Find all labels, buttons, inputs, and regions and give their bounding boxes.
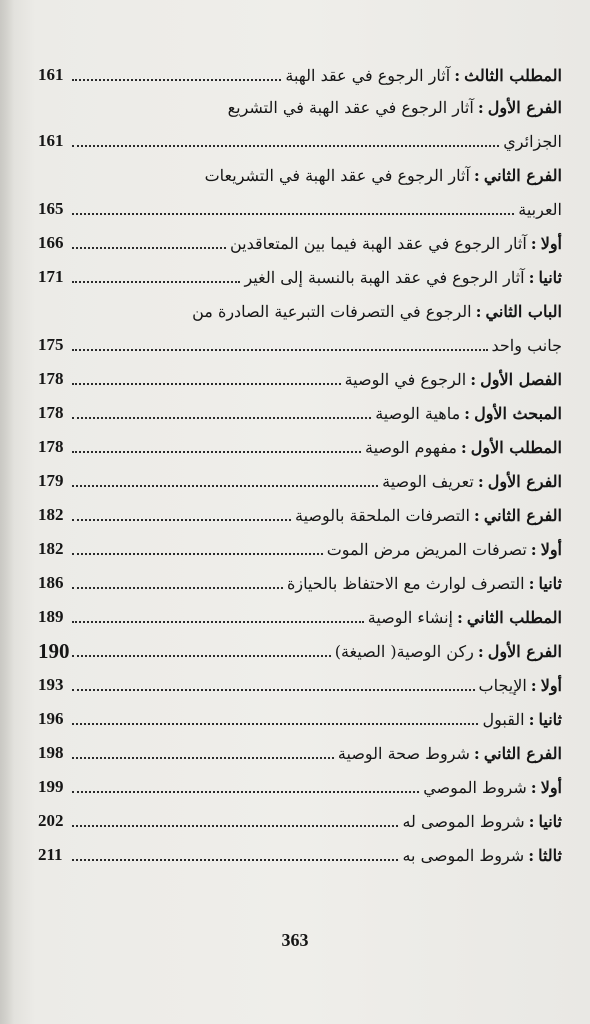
toc-entry — [38, 736, 562, 770]
toc-entry-title: آثار الرجوع في عقد الهبة في التشريعات — [204, 165, 470, 185]
toc-entry-label: الفرع الأول — [487, 97, 562, 117]
toc-separator: : — [477, 97, 484, 117]
toc-line — [38, 770, 562, 804]
leader-dots — [72, 815, 398, 827]
toc-line — [38, 702, 562, 736]
toc-page-number: 182 — [38, 505, 64, 524]
toc-separator: : — [528, 573, 535, 593]
toc-page-number: 189 — [38, 607, 64, 626]
toc-separator: : — [530, 233, 537, 253]
toc-page-number: 161 — [38, 65, 64, 84]
toc-page-number: 178 — [38, 437, 64, 456]
toc-entry-label: المطلب الأول — [470, 437, 562, 457]
toc-entry-label: أولا — [540, 777, 562, 797]
toc-entry — [38, 60, 562, 90]
toc-entry-label: الفرع الأول — [487, 641, 562, 661]
toc-entry-title: التصرف لوارث مع الاحتفاظ بالحيازة — [286, 573, 525, 593]
leader-dots — [72, 611, 364, 623]
toc-entry-label: المطلب الثالث — [464, 65, 562, 85]
toc-page-number: 178 — [38, 403, 64, 422]
toc-entry-title: تصرفات المريض مرض الموت — [326, 539, 527, 559]
leader-dots — [72, 237, 226, 249]
toc-entry-title-continuation: الجزائري — [503, 131, 562, 151]
toc-separator: : — [530, 675, 537, 695]
toc-entry-title: تعريف الوصية — [382, 471, 474, 491]
toc-entry — [38, 430, 562, 464]
toc-page-number: 211 — [38, 845, 63, 864]
toc-separator: : — [470, 369, 477, 389]
toc-page-number: 190 — [38, 638, 70, 663]
toc-entry — [38, 804, 562, 838]
toc-continuation-line — [38, 328, 562, 362]
toc-entry — [38, 532, 562, 566]
toc-line — [38, 362, 562, 396]
toc-entry — [38, 600, 562, 634]
toc-entry-label: أولا — [540, 675, 562, 695]
toc-entry-title: آثار الرجوع في عقد الهبة — [285, 65, 451, 85]
page-gutter-shadow — [0, 0, 14, 1024]
toc-line — [38, 60, 562, 90]
toc-entry — [38, 294, 562, 362]
toc-page-number: 182 — [38, 539, 64, 558]
leader-dots — [72, 577, 283, 589]
toc-line — [38, 804, 562, 838]
toc-line — [38, 600, 562, 634]
toc-entry-title: ركن الوصية( الصيغة) — [334, 641, 474, 661]
toc-entry-title: القبول — [482, 709, 525, 729]
toc-entry-title: آثار الرجوع في عقد الهبة بالنسبة إلى الغير — [244, 267, 525, 287]
toc-separator: : — [473, 165, 480, 185]
table-of-contents — [38, 60, 562, 872]
toc-separator: : — [530, 539, 537, 559]
toc-page-number: 161 — [38, 131, 64, 150]
toc-entry-label: المطلب الثاني — [466, 607, 562, 627]
leader-dots — [72, 373, 341, 385]
toc-page-number: 178 — [38, 369, 64, 388]
toc-entry-label: الفرع الثاني — [483, 505, 562, 525]
toc-entry — [38, 464, 562, 498]
toc-separator: : — [530, 777, 537, 797]
toc-line — [38, 430, 562, 464]
toc-entry-title: مفهوم الوصية — [365, 437, 457, 457]
toc-entry — [38, 770, 562, 804]
toc-line — [38, 158, 562, 192]
toc-entry-title: الإيجاب — [478, 675, 527, 695]
toc-line — [38, 226, 562, 260]
toc-page-number: 171 — [38, 267, 64, 286]
toc-page-number: 186 — [38, 573, 64, 592]
toc-separator: : — [457, 607, 463, 627]
toc-entry-label: ثالثا — [538, 845, 562, 865]
toc-line — [38, 532, 562, 566]
toc-separator: : — [473, 505, 480, 525]
page-number: 363 — [281, 930, 309, 950]
leader-dots — [72, 475, 378, 487]
toc-page-number: 166 — [38, 233, 64, 252]
toc-entry-title: التصرفات الملحقة بالوصية — [294, 505, 470, 525]
toc-line — [38, 838, 562, 872]
toc-entry-label: أولا — [540, 233, 562, 253]
toc-separator: : — [477, 471, 484, 491]
toc-separator: : — [528, 845, 535, 865]
toc-entry-title-continuation: العربية — [518, 199, 562, 219]
toc-entry — [38, 90, 562, 158]
toc-entry-label: الفرع الثاني — [483, 165, 562, 185]
toc-separator: : — [528, 811, 535, 831]
toc-line — [38, 260, 562, 294]
leader-dots — [72, 781, 419, 793]
toc-page-number: 175 — [38, 335, 64, 354]
toc-entry-label: ثانيا — [538, 811, 562, 831]
toc-entry-title: الرجوع في الوصية — [344, 369, 467, 389]
toc-page-number: 198 — [38, 743, 64, 762]
toc-entry — [38, 226, 562, 260]
toc-entry — [38, 396, 562, 430]
toc-entry-label: الفصل الأول — [480, 369, 562, 389]
toc-entry-title: آثار الرجوع في عقد الهبة في التشريع — [227, 97, 474, 117]
leader-dots — [72, 69, 281, 81]
toc-entry — [38, 362, 562, 396]
toc-page-number: 202 — [38, 811, 64, 830]
toc-separator: : — [528, 709, 535, 729]
toc-entry-label: المبحث الأول — [474, 403, 562, 423]
leader-dots — [72, 339, 488, 351]
leader-dots — [72, 271, 240, 283]
leader-dots — [72, 713, 478, 725]
leader-dots — [72, 849, 398, 861]
toc-entry — [38, 838, 562, 872]
toc-entry-title: الرجوع في التصرفات التبرعية الصادرة من — [192, 301, 472, 321]
toc-entry — [38, 158, 562, 226]
toc-entry-label: الباب الثاني — [485, 301, 562, 321]
toc-page-number: 179 — [38, 471, 64, 490]
toc-entry-title: آثار الرجوع في عقد الهبة فيما بين المتعاقدين — [229, 233, 527, 253]
toc-entry-title: شروط صحة الوصية — [337, 743, 470, 763]
leader-dots — [72, 441, 361, 453]
toc-entry-title: إنشاء الوصية — [367, 607, 453, 627]
toc-entry-title: شروط الموصى به — [402, 845, 525, 865]
toc-separator: : — [473, 743, 480, 763]
toc-entry-label: ثانيا — [538, 267, 562, 287]
toc-entry-label: ثانيا — [538, 573, 562, 593]
toc-line — [38, 566, 562, 600]
toc-entry-label: الفرع الأول — [487, 471, 562, 491]
toc-line — [38, 634, 562, 668]
toc-separator: : — [477, 641, 484, 661]
toc-continuation-line — [38, 192, 562, 226]
leader-dots — [72, 135, 499, 147]
toc-page-number: 165 — [38, 199, 64, 218]
toc-continuation-line — [38, 124, 562, 158]
leader-dots — [72, 509, 291, 521]
leader-dots — [72, 645, 331, 657]
toc-entry-label: ثانيا — [538, 709, 562, 729]
toc-line — [38, 498, 562, 532]
toc-entry — [38, 634, 562, 668]
toc-entry-label: الفرع الثاني — [483, 743, 562, 763]
toc-separator: : — [460, 437, 467, 457]
toc-separator: : — [464, 403, 471, 423]
toc-entry-title: شروط الموصي — [423, 777, 527, 797]
toc-separator: : — [528, 267, 535, 287]
toc-entry-title-continuation: جانب واحد — [491, 335, 562, 355]
toc-separator: : — [475, 301, 482, 321]
toc-line — [38, 294, 562, 328]
toc-entry — [38, 702, 562, 736]
leader-dots — [72, 203, 514, 215]
toc-separator: : — [454, 65, 461, 85]
toc-entry — [38, 566, 562, 600]
toc-page-number: 193 — [38, 675, 64, 694]
leader-dots — [72, 747, 334, 759]
leader-dots — [72, 407, 371, 419]
toc-line — [38, 668, 562, 702]
toc-entry-title: شروط الموصى له — [402, 811, 525, 831]
toc-line — [38, 464, 562, 498]
toc-line — [38, 396, 562, 430]
toc-page-number: 199 — [38, 777, 64, 796]
toc-entry — [38, 260, 562, 294]
toc-line — [38, 736, 562, 770]
toc-entry — [38, 668, 562, 702]
leader-dots — [72, 679, 475, 691]
leader-dots — [72, 543, 323, 555]
toc-entry — [38, 498, 562, 532]
toc-entry-title: ماهية الوصية — [375, 403, 461, 423]
toc-entry-label: أولا — [540, 539, 562, 559]
toc-line — [38, 90, 562, 124]
toc-page-number: 196 — [38, 709, 64, 728]
